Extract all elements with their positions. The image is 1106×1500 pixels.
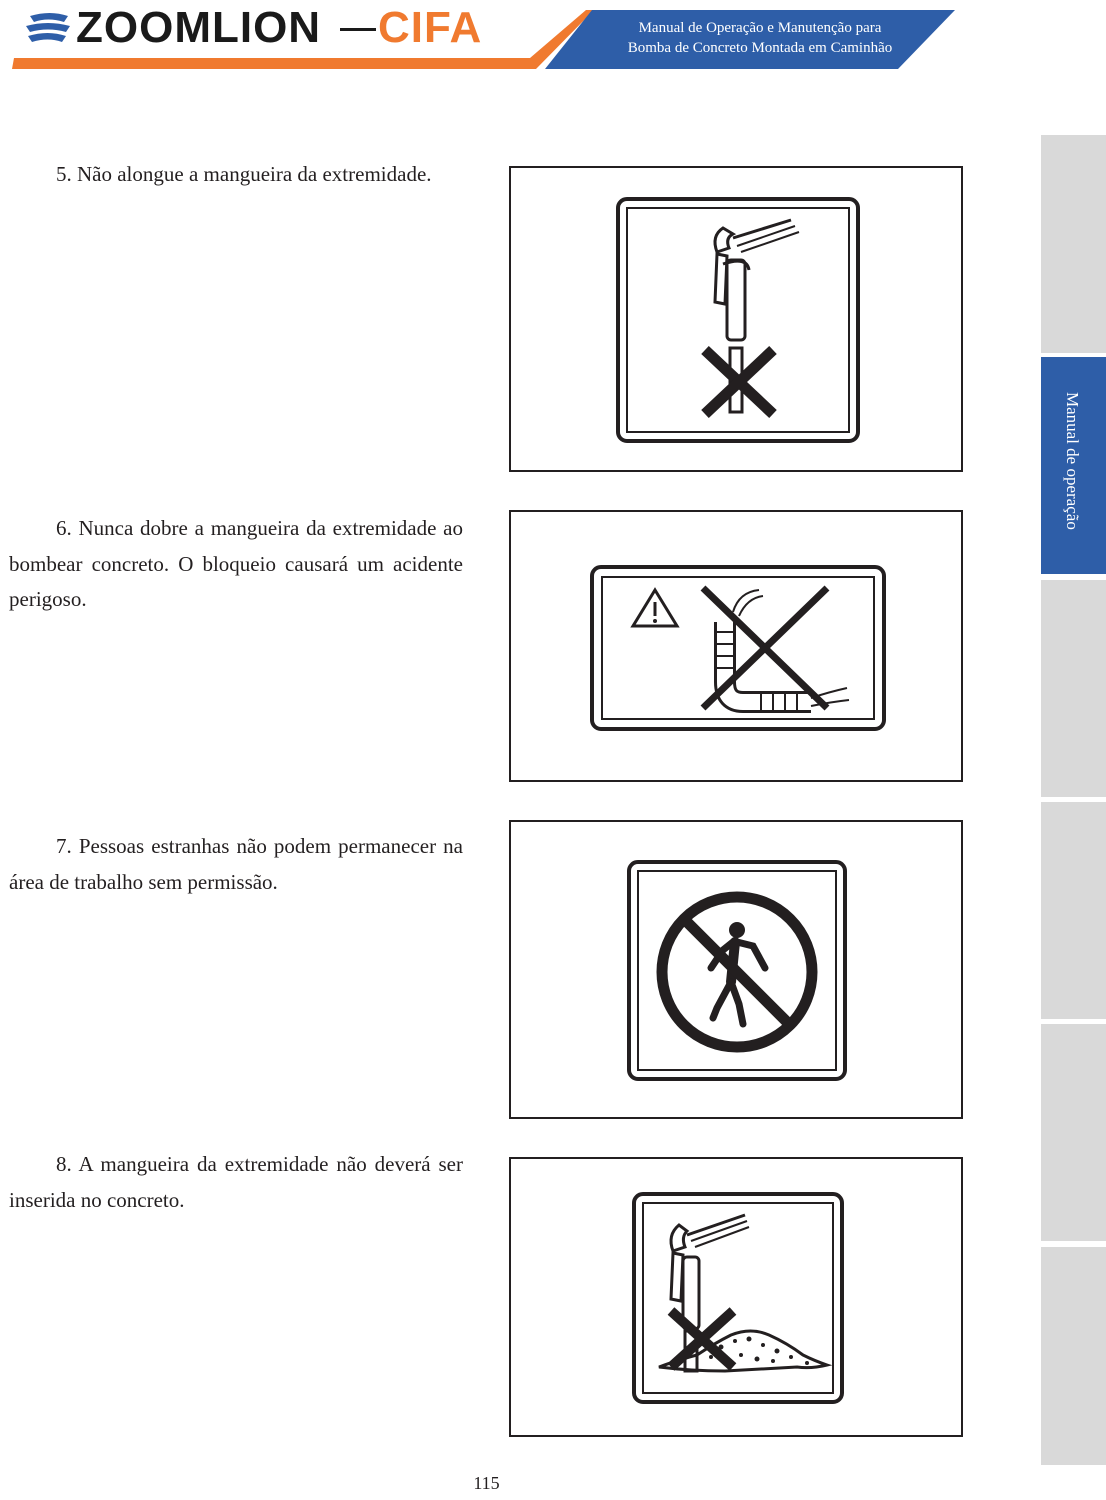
side-tab-label: Manual de operação (1063, 392, 1082, 530)
instruction-6: 6. Nunca dobre a mangueira da extremidade ao bombear concreto. O bloqueio causará um acidente perigoso. (9, 516, 463, 611)
side-tab-3[interactable] (1041, 580, 1106, 797)
side-tab-6[interactable] (1041, 1247, 1106, 1465)
zoomlion-logo-icon (26, 13, 70, 42)
page-number: 115 (473, 1473, 500, 1493)
side-tab-4[interactable] (1041, 802, 1106, 1019)
manual-title (560, 18, 960, 58)
figure-hose-in-concrete (509, 1157, 963, 1437)
no-pedestrians-icon (511, 822, 965, 1121)
side-tab-5[interactable] (1041, 1024, 1106, 1241)
figure-hose-bend (509, 510, 963, 782)
logo-text-zoomlion: ZOOMLION (76, 3, 322, 52)
manual-title-line-1: Manual de Operação e Manutenção para (638, 20, 882, 36)
instruction-7: 7. Pessoas estranhas não podem permanecer na área de trabalho sem permissão. (9, 834, 463, 894)
figure-hose-extension (509, 166, 963, 472)
logo-text-cifa: CIFA (378, 3, 483, 52)
figure-no-pedestrians (509, 820, 963, 1119)
side-tab-1[interactable] (1041, 135, 1106, 353)
hose-bend-warning-icon (511, 512, 965, 784)
instruction-5: 5. Não alongue a mangueira da extremidade. (56, 162, 432, 186)
manual-title-line-2: Bomba de Concreto Montada em Caminhão (627, 40, 893, 56)
page-header (0, 0, 1106, 80)
instruction-8: 8. A mangueira da extremidade não deverá ser inserida no concreto. (9, 1152, 463, 1212)
hose-in-concrete-prohibited-icon (511, 1159, 965, 1439)
logo-dash (340, 28, 376, 31)
hose-extension-prohibited-icon (511, 168, 965, 474)
